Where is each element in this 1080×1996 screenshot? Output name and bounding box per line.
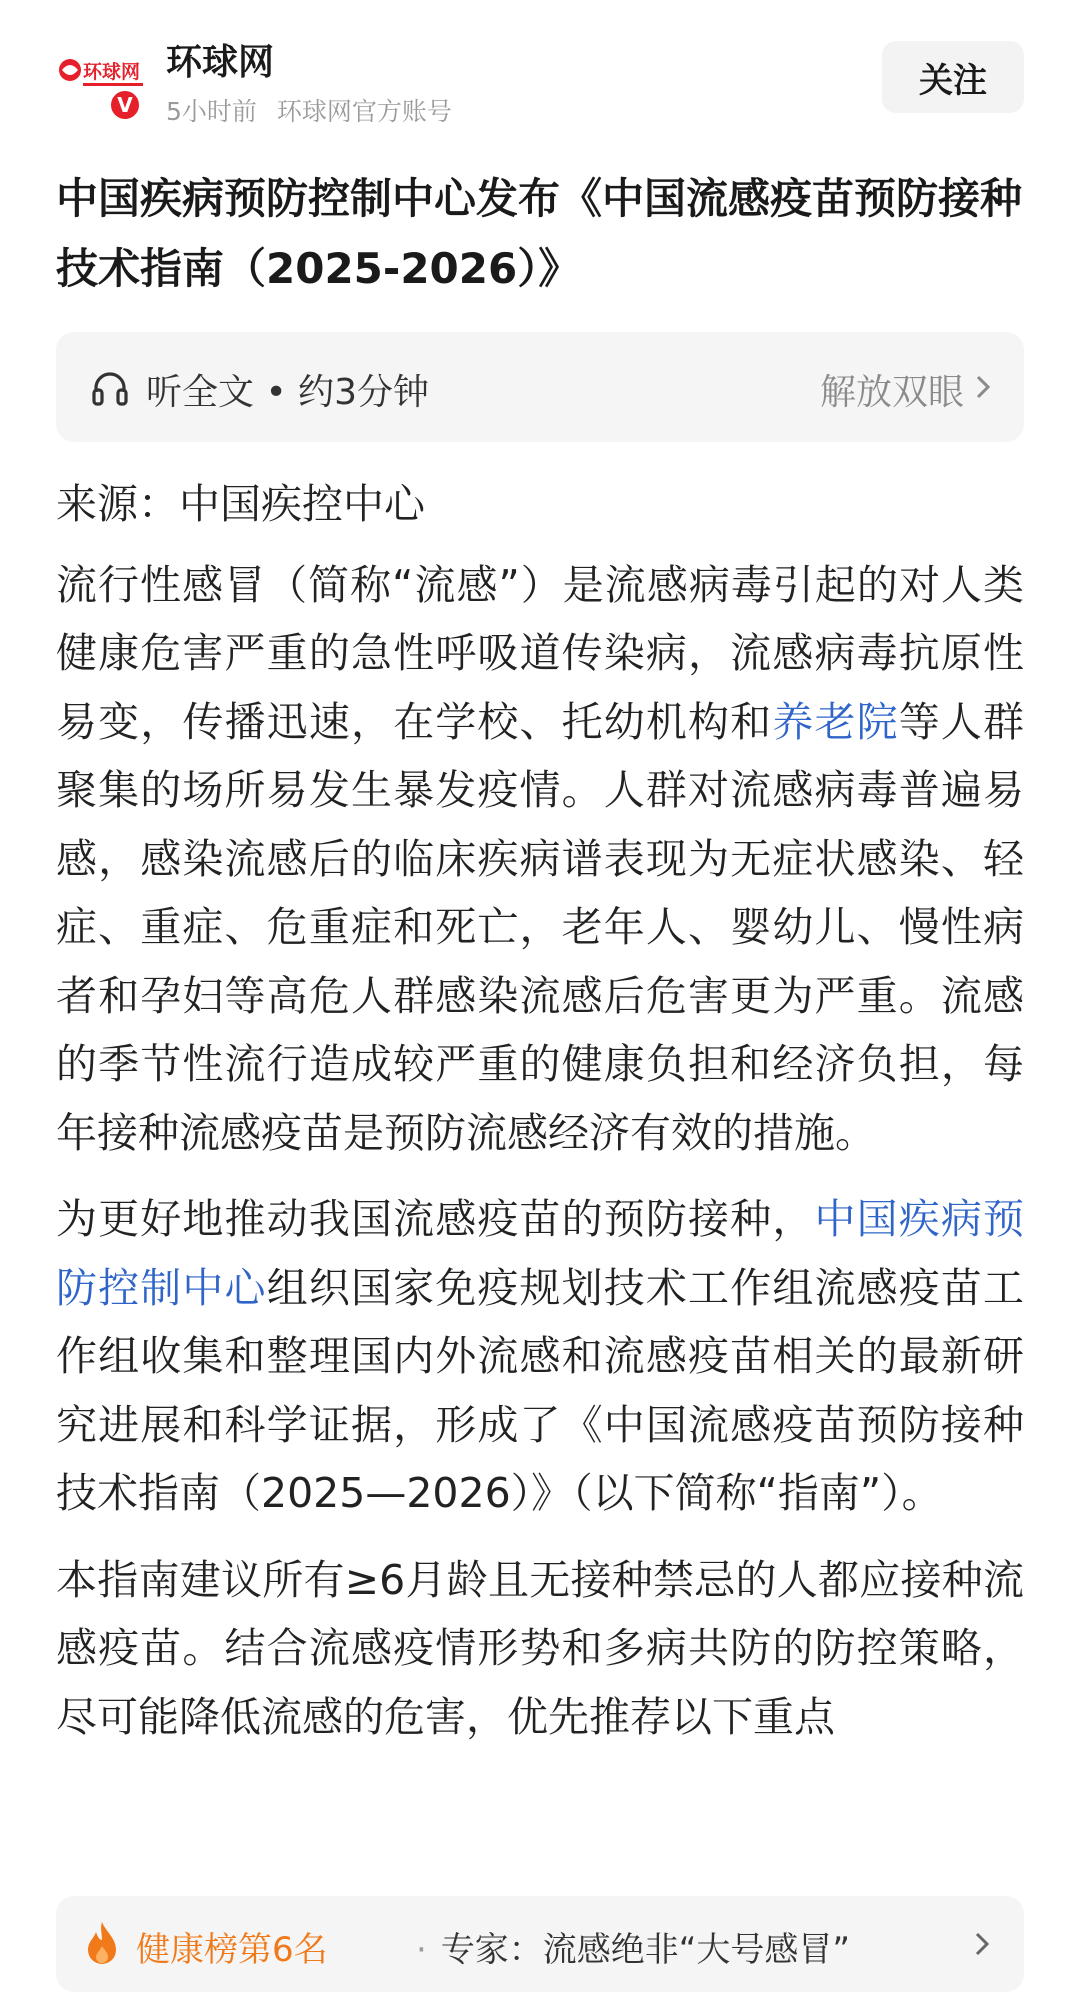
article-title: 中国疾病预防控制中心发布《中国流感疫苗预防接种技术指南（2025-2026）》	[56, 174, 1023, 293]
article-body	[56, 470, 1024, 1880]
article-source: 来源：中国疾控中心	[56, 480, 425, 528]
paragraph-1-text-b: 等人群聚集的场所易发生暴发疫情。人群对流感病毒普遍易感，感染流感后的临床疾病谱表现为无症状感染、轻症、重症、危重症和死亡，老年人、婴幼儿、慢性病者和孕妇等高危人群感染流感后危害更为严重。流感的季节性流行造成较严重的健康负担和经济负担，每年接种流感疫苗是预防流感经济有效的措施。	[56, 697, 1024, 1157]
nursing-home-link[interactable]: 养老院	[772, 697, 899, 746]
svg-text:环球网: 环球网	[83, 61, 141, 83]
verified-icon: V	[108, 88, 142, 122]
trend-separator: ·	[416, 1930, 427, 1970]
account-description: 环球网官方账号	[276, 97, 452, 126]
listen-action: 解放双眼	[819, 372, 964, 413]
cdc-link[interactable]: 中国疾病预防控制中心	[56, 1195, 1024, 1312]
trending-bar[interactable]	[56, 1896, 1024, 1992]
trend-headline	[416, 1922, 850, 1971]
paragraph-2	[56, 1185, 1024, 1528]
paragraph-2-text-b: 组织国家免疫规划技术工作组流感疫苗工作组收集和整理国内外流感和流感疫苗相关的最新研究进展和科学证据，形成了《中国流感疫苗预防接种技术指南（2025—2026）》（以下简称“指南”）。	[56, 1263, 1024, 1517]
chevron-right-icon	[972, 372, 994, 402]
paragraph-1	[56, 551, 1024, 1168]
author-header	[0, 0, 1080, 140]
post-time: 5小时前	[166, 97, 257, 126]
listen-full-text-bar[interactable]	[56, 332, 1024, 442]
trend-rank: 健康榜第6名	[136, 1930, 328, 1970]
account-meta	[166, 92, 452, 128]
headphones-icon	[90, 368, 130, 408]
trend-headline-text: 专家：流感绝非“大号感冒”	[440, 1930, 851, 1970]
listen-label: 听全文 • 约3分钟	[146, 372, 430, 413]
account-name[interactable]: 环球网	[166, 42, 275, 83]
paragraph-3: 本指南建议所有≥6月龄且无接种禁忌的人都应接种流感疫苗。结合流感疫情形势和多病共防的防控策略，尽可能降低流感的危害，优先推荐以下重点	[56, 1555, 1024, 1741]
paragraph-1-text-a: 流行性感冒（简称“流感”）是流感病毒引起的对人类健康危害严重的急性呼吸道传染病，流感病毒抗原性易变，传播迅速，在学校、托幼机构和	[56, 560, 1024, 746]
chevron-right-icon	[972, 1930, 992, 1958]
paragraph-2-text-a: 为更好地推动我国流感疫苗的预防接种，	[56, 1195, 815, 1243]
follow-button[interactable]: 关注	[882, 41, 1024, 113]
fire-icon	[82, 1920, 122, 1968]
